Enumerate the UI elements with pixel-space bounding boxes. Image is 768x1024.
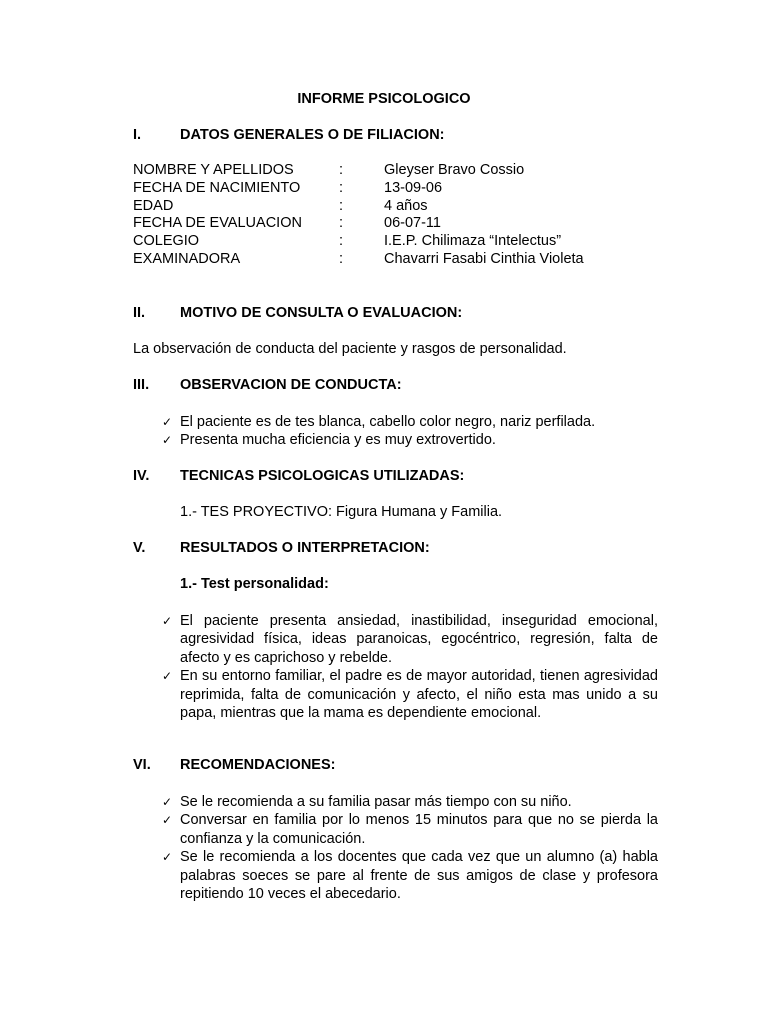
list-item	[162, 793, 658, 811]
check-icon: ✓	[162, 614, 173, 628]
section-heading-1	[133, 127, 445, 143]
list-item	[162, 612, 658, 667]
datos-colon: :	[339, 233, 344, 250]
section-title: RESULTADOS O INTERPRETACION:	[180, 540, 430, 556]
section-number: II.	[133, 305, 146, 321]
datos-generales-table	[133, 162, 584, 269]
list-item-text: El paciente es de tes blanca, cabello color negro, nariz perfilada.	[180, 414, 596, 430]
list-item	[162, 667, 658, 722]
resultados-subheading: 1.- Test personalidad:	[180, 576, 329, 592]
datos-value: Gleyser Bravo Cossio	[384, 162, 525, 178]
section-number: VI.	[133, 757, 151, 773]
section-title: TECNICAS PSICOLOGICAS UTILIZADAS:	[180, 468, 465, 484]
list-item-text: Se le recomienda a su familia pasar más tiempo con su niño.	[180, 794, 572, 810]
check-icon: ✓	[162, 795, 173, 809]
section-number: III.	[133, 377, 150, 393]
datos-value: 06-07-11	[384, 215, 441, 232]
datos-value: I.E.P. Chilimaza “Intelectus”	[384, 233, 562, 250]
datos-row-examinadora	[133, 251, 584, 269]
check-icon: ✓	[162, 669, 173, 684]
section-number: I.	[133, 127, 142, 143]
check-icon: ✓	[162, 813, 173, 828]
list-item-text: Presenta mucha eficiencia y es muy extrovertido.	[180, 432, 496, 449]
check-icon: ✓	[162, 433, 173, 448]
datos-row-colegio	[133, 233, 584, 251]
datos-value: 13-09-06	[384, 179, 443, 196]
list-item-text: Conversar en familia por lo menos 15 minutos para que no se pierda la confianza y la comunicación.	[180, 812, 658, 847]
datos-row-fecha-nacimiento	[133, 180, 584, 198]
section-number: V.	[133, 540, 146, 556]
section-heading-3	[133, 377, 402, 393]
datos-value: 4 años	[384, 197, 428, 214]
datos-label: FECHA DE NACIMIENTO	[133, 179, 301, 196]
datos-label: COLEGIO	[133, 233, 200, 250]
check-icon: ✓	[162, 415, 173, 429]
section-title: OBSERVACION DE CONDUCTA:	[180, 377, 402, 393]
section-heading-2	[133, 305, 462, 321]
section-number: IV.	[133, 468, 150, 484]
list-item-text: El paciente presenta ansiedad, inastibilidad, inseguridad emocional, agresividad física, ideas paranoicas, egocéntrico, regresión, falta de afecto y es caprichoso y rebelde.	[180, 613, 658, 666]
section-heading-4	[133, 468, 464, 484]
check-icon: ✓	[162, 850, 173, 865]
datos-colon: :	[339, 179, 344, 196]
section-title: RECOMENDACIONES:	[180, 757, 336, 773]
datos-colon: :	[339, 250, 344, 267]
datos-colon: :	[339, 162, 344, 178]
section-heading-6	[133, 757, 335, 773]
document-title: INFORME PSICOLOGICO	[297, 91, 471, 107]
datos-label: EDAD	[133, 197, 174, 214]
list-item-text: En su entorno familiar, el padre es de mayor autoridad, tienen agresividad reprimida, falta de comunicación y afecto, el niño esta mas unido a su papa, mientras que la mama es dependiente emocional.	[180, 668, 658, 722]
section-title: MOTIVO DE CONSULTA O EVALUACION:	[180, 305, 463, 321]
datos-label: NOMBRE Y APELLIDOS	[133, 162, 294, 178]
tecnicas-text: 1.- TES PROYECTIVO: Figura Humana y Familia.	[180, 504, 503, 520]
list-item	[162, 431, 658, 449]
section-heading-5	[133, 540, 430, 556]
datos-row-nombre	[133, 162, 584, 180]
datos-colon: :	[339, 215, 344, 232]
datos-label: EXAMINADORA	[133, 250, 241, 267]
motivo-text: La observación de conducta del paciente y rasgos de personalidad.	[133, 341, 567, 357]
datos-value: Chavarri Fasabi Cinthia Violeta	[384, 250, 584, 267]
datos-row-edad	[133, 198, 584, 216]
datos-colon: :	[339, 197, 344, 214]
recomendaciones-list	[162, 793, 658, 903]
section-title: DATOS GENERALES O DE FILIACION:	[180, 127, 445, 143]
datos-label: FECHA DE EVALUACION	[133, 215, 302, 232]
observacion-list	[162, 413, 658, 450]
resultados-list	[162, 612, 658, 722]
list-item	[162, 413, 658, 431]
list-item	[162, 811, 658, 848]
datos-row-fecha-evaluacion	[133, 215, 584, 233]
list-item	[162, 848, 658, 903]
list-item-text: Se le recomienda a los docentes que cada vez que un alumno (a) habla palabras soeces se pare al frente de sus amigos de clase y profesora repitiendo 10 veces el abecedario.	[180, 849, 658, 903]
